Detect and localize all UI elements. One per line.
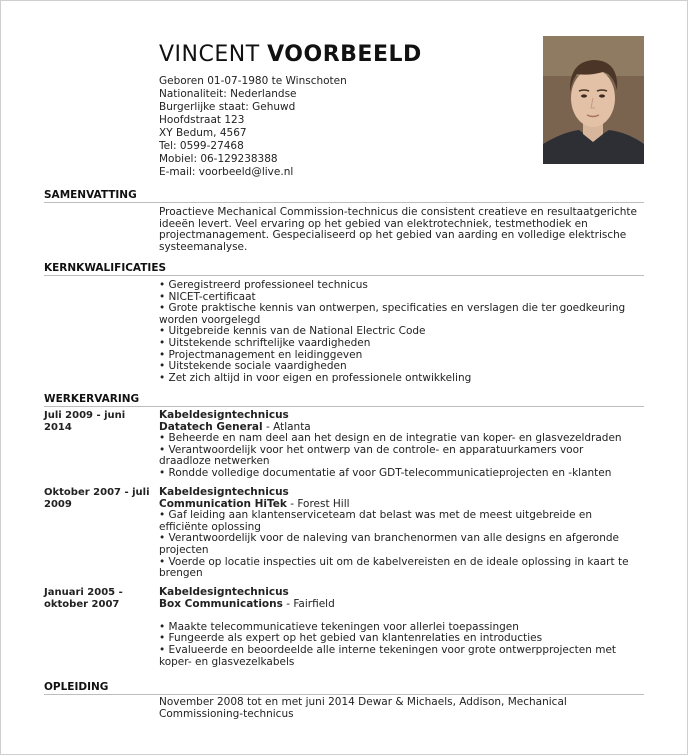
- birth-info: Geboren 01-07-1980 te Winschoten: [159, 75, 347, 87]
- qualifications-list: [159, 280, 637, 384]
- contact-details: [159, 75, 347, 179]
- last-name: VOORBEELD: [267, 42, 422, 67]
- summary-text: Proactieve Mechanical Commission-technicus die consistent creatieve en resultaatgerichte ideeën levert. Veel ervaring op het gebied van elektrotechniek, testmethodiek en projectmanagement. Gespecialiseerd op het gebied van aarding en volledige elektrische systeemanalyse.: [159, 206, 637, 253]
- list-item: • Verantwoordelijk voor het ontwerp van de controle- en apparatuurkamers voor draadloze netwerken: [159, 445, 637, 468]
- job-entry: [159, 410, 637, 480]
- first-name: VINCENT: [159, 42, 260, 67]
- section-divider: [44, 275, 644, 276]
- list-item: • Zet zich altijd in voor eigen en professionele ontwikkeling: [159, 373, 637, 385]
- job-dates: Oktober 2007 - juli 2009: [44, 487, 150, 510]
- job-role: Kabeldesigntechnicus: [159, 486, 289, 498]
- postal-city: XY Bedum, 4567: [159, 127, 247, 139]
- mobile: Mobiel: 06-129238388: [159, 153, 278, 165]
- section-title-qualifications: KERNKWALIFICATIES: [44, 262, 167, 274]
- list-item: • Gaf leiding aan klantenserviceteam dat belast was met de meest uitgebreide en efficiënte oplossing: [159, 510, 637, 533]
- list-item: • Verantwoordelijk voor de naleving van branchenormen van alle designs en afgeronde projecten: [159, 533, 637, 556]
- list-item: • Rondde volledige documentatie af voor GDT-telecommunicatieprojecten en -klanten: [159, 468, 637, 480]
- job-location: - Forest Hill: [286, 497, 350, 510]
- list-item: • Voerde op locatie inspecties uit om de kabelvereisten en de ideale oplossing in kaart te brengen: [159, 557, 637, 580]
- list-item: • Uitstekende schriftelijke vaardigheden: [159, 338, 637, 350]
- section-divider: [44, 406, 644, 407]
- marital-status: Burgerlijke staat: Gehuwd: [159, 101, 296, 113]
- street-address: Hoofdstraat 123: [159, 114, 245, 126]
- job-company: Box Communications: [159, 597, 283, 610]
- section-divider: [44, 694, 644, 695]
- job-role: Kabeldesigntechnicus: [159, 586, 289, 598]
- job-dates: Januari 2005 - oktober 2007: [44, 587, 123, 610]
- job-role: Kabeldesigntechnicus: [159, 409, 289, 421]
- job-dates: Juli 2009 - juni 2014: [44, 410, 126, 433]
- list-item: • Uitgebreide kennis van de National Electric Code: [159, 326, 637, 338]
- list-item: • NICET-certificaat: [159, 292, 637, 304]
- job-entry: [159, 487, 637, 580]
- job-company: Datatech General: [159, 420, 263, 433]
- education-text: November 2008 tot en met juni 2014 Dewar & Michaels, Addison, Mechanical Commissioning-technicus: [159, 696, 567, 720]
- section-title-summary: SAMENVATTING: [44, 189, 137, 201]
- list-item: • Uitstekende sociale vaardigheden: [159, 361, 637, 373]
- section-title-experience: WERKERVARING: [44, 393, 140, 405]
- list-item: • Projectmanagement en leidinggeven: [159, 350, 637, 362]
- list-item: • Beheerde en nam deel aan het design en de integratie van koper- en glasvezeldraden: [159, 433, 637, 445]
- list-item: • Fungeerde als expert op het gebied van klantenrelaties en introducties: [159, 633, 637, 645]
- job-company: Communication HiTek: [159, 497, 287, 510]
- list-item: • Evalueerde en beoordeelde alle interne tekeningen voor grote ontwerpprojecten met koper- en glasvezelkabels: [159, 645, 637, 668]
- job-entry: [159, 587, 637, 668]
- profile-photo: [543, 36, 644, 164]
- phone: Tel: 0599-27468: [159, 140, 244, 152]
- candidate-name: [159, 42, 422, 67]
- email: E-mail: voorbeeld@live.nl: [159, 166, 294, 178]
- job-location: - Fairfield: [282, 597, 335, 610]
- list-item: • Geregistreerd professioneel technicus: [159, 280, 637, 292]
- list-item: • Maakte telecommunicatieve tekeningen voor allerlei toepassingen: [159, 622, 637, 634]
- job-company-line: [159, 599, 637, 611]
- job-location: - Atlanta: [262, 420, 311, 433]
- list-item: • Grote praktische kennis van ontwerpen, specificaties en verslagen die ter goedkeuring worden voorgelegd: [159, 303, 637, 326]
- section-title-education: OPLEIDING: [44, 681, 109, 693]
- nationality: Nationaliteit: Nederlandse: [159, 88, 297, 100]
- section-divider: [44, 202, 644, 203]
